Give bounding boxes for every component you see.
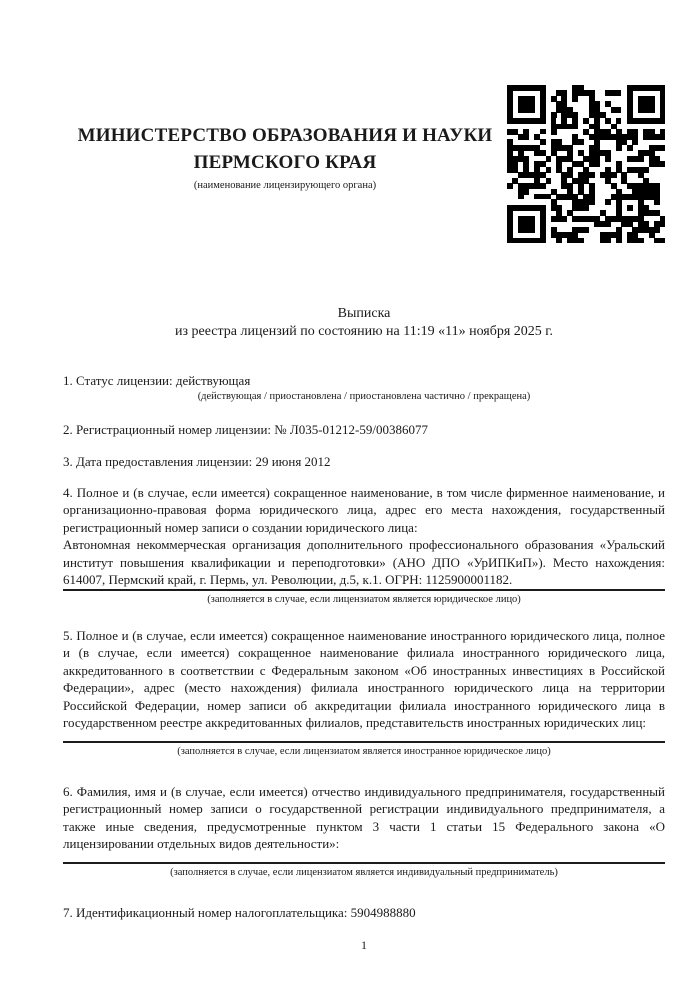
item-6-note: (заполняется в случае, если лицензиатом является индивидуальный предприниматель) (170, 866, 558, 878)
item-5-foreign-entity-label: 5. Полное и (в случае, если имеется) сокращенное наименование иностранного юридического лица, полное и (в случае, если имеется) сокращенное наименование филиала иностранного юридического лица, аккредитованного в соответствии с Федеральным законом «Об иностранных инвестициях в Российской Федерации», адрес (место нахождения) филиала иностранного юридического лица на территории Российской Федерации, номер записи об аккредитации филиала иностранного юридического лица в государственном реестре аккредитованных филиалов, представительств иностранных юридических лиц: (63, 627, 665, 730)
item-1-status-options-note: (действующая / приостановлена / приостановлена частично / прекращена) (197, 390, 531, 402)
item-2-registration-number: 2. Регистрационный номер лицензии: № Л035-01212-59/00386077 (63, 421, 429, 437)
item-4-legal-entity-value: Автономная некоммерческая организация дополнительного профессионального образования «Уральский институт повышения квалификации и переподготовки» (АНО ДПО «УрИПКиП»). Место нахождения: 614007, Пермский край, г. Пермь, ул. Революции, д.5, к.1. ОГРН: 1125900001182. (63, 537, 665, 587)
licensing-authority-caption: (наименование лицензирующего органа) (193, 180, 377, 191)
item-5-fill-line (63, 741, 665, 743)
item-4-legal-entity-label: 4. Полное и (в случае, если имеется) сокращенное наименование, в том числе фирменное наименование, и организационно-правовая форма юридического лица, адрес его места нахождения, государственный регистрационный номер записи о создании юридического лица: (63, 484, 665, 535)
licensing-authority-block (63, 85, 507, 192)
item-4-legal-entity-block (63, 484, 665, 607)
item-4-fill-line (63, 589, 665, 591)
document-title: Выписка (337, 306, 391, 321)
item-7-taxpayer-number: 7. Идентификационный номер налогоплательщика: 5904988880 (63, 904, 416, 920)
qr-code-canvas (507, 85, 665, 243)
item-6-fill-line (63, 862, 665, 864)
document-title-block (63, 305, 665, 341)
item-5-note: (заполняется в случае, если лицензиатом является иностранное юридическое лицо) (177, 745, 551, 757)
item-4-note: (заполняется в случае, если лицензиатом является юридическое лицо) (207, 593, 521, 605)
licensing-authority-name: МИНИСТЕРСТВО ОБРАЗОВАНИЯ И НАУКИ ПЕРМСКОГО КРАЯ (77, 125, 493, 173)
document-header (63, 85, 665, 243)
item-6-entrepreneur-label: 6. Фамилия, имя и (в случае, если имеется) отчество индивидуального предпринимателя, государственный регистрационный номер записи о государственной регистрации индивидуального предпринимателя, а также иные сведения, предусмотренные пунктом 3 части 1 статьи 15 Федерального закона «О лицензировании отдельных видов деятельности»: (63, 783, 665, 851)
page-number: 1 (361, 938, 367, 952)
qr-code-icon (507, 85, 665, 243)
item-5-foreign-entity-block (63, 627, 665, 759)
item-6-entrepreneur-block (63, 783, 665, 880)
item-1-license-status: 1. Статус лицензии: действующая (63, 373, 251, 388)
item-3-grant-date: 3. Дата предоставления лицензии: 29 июня 2012 (63, 454, 331, 469)
document-subtitle: из реестра лицензий по состоянию на 11:19 «11» ноября 2025 г. (175, 324, 553, 339)
